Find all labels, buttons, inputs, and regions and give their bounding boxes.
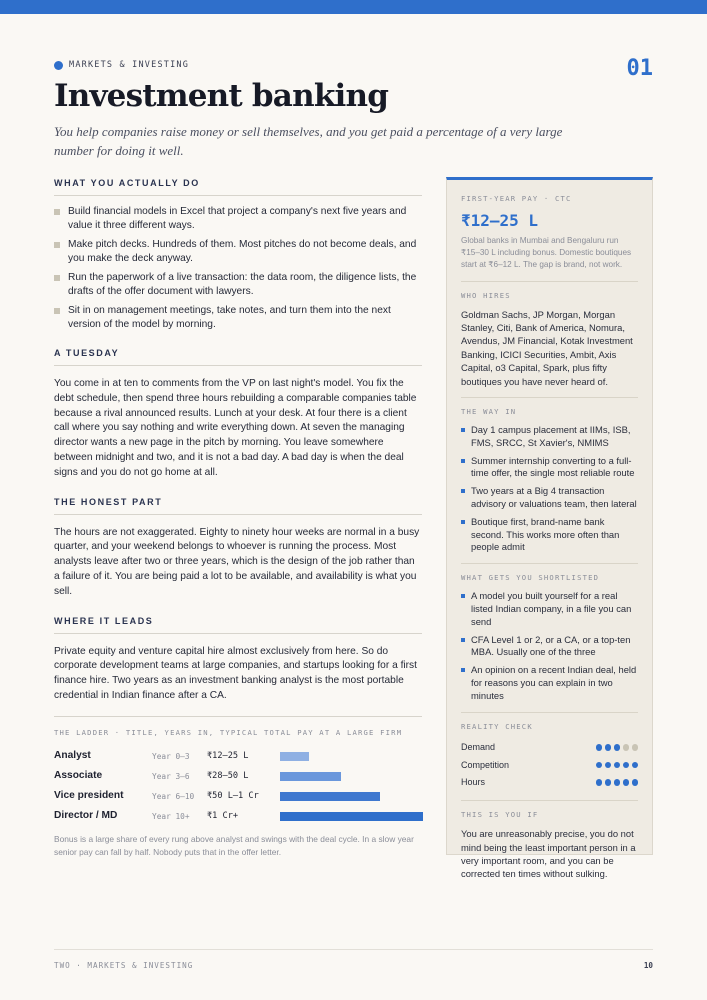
who-hires-heading: WHO HIRES: [461, 290, 511, 300]
reality-row: [461, 756, 638, 774]
ladder-pay: ₹1 Cr+: [207, 811, 239, 821]
filled-dot-icon: [614, 744, 621, 751]
ladder-row: [54, 787, 422, 807]
tuesday-text: You come in at ten to comments from the VP on last night's model. You fix the debt schedule, then spend three hours rebuilding a comparable companies table because a rival announced results. Lunch at your desk. At four there is a client call where you say nothing and write everything down. At seven the managing director wants a new page in the pitch by morning. You leave somewhere between midnight and two, and it is not a bad day. A bad day is when the deal signs and you do not go home at all.: [54, 378, 417, 478]
filled-dot-icon: [596, 744, 603, 751]
ladder-role: Analyst: [54, 750, 91, 761]
filled-dot-icon: [614, 762, 621, 769]
ladder-role: Director / MD: [54, 810, 118, 821]
list-item: An opinion on a recent Indian deal, held for reasons you can explain in two minutes: [461, 664, 638, 702]
eyebrow-dot-icon: [54, 61, 63, 70]
footer-divider: [54, 949, 653, 950]
reality-row: [461, 774, 638, 792]
filled-dot-icon: [632, 779, 639, 786]
ladder-row: [54, 747, 422, 767]
shortlisted-section: [461, 563, 638, 702]
main-column: [54, 178, 422, 704]
filled-dot-icon: [605, 744, 612, 751]
ladder-years: Year 6–10: [152, 792, 195, 801]
way-in-heading: THE WAY IN: [461, 407, 517, 417]
list-item: Boutique first, brand-name bank second. This works more often than people admit: [461, 516, 638, 554]
career-ladder: [54, 716, 422, 858]
filled-dot-icon: [623, 779, 630, 786]
ladder-pay: ₹28–50 L: [207, 771, 249, 781]
ladder-row: [54, 767, 422, 787]
sidebar-card: [446, 177, 653, 880]
list-item: Make pitch decks. Hundreds of them. Most pitches do not become deals, and you make the deck anyway.: [54, 238, 422, 266]
ladder-pay-bar: [280, 812, 423, 821]
ladder-role: Associate: [54, 770, 103, 781]
section-eyebrow: [54, 60, 189, 70]
list-item: Run the paperwork of a live transaction: the data room, the diligence lists, the drafts of the offer document with lawyers.: [54, 271, 422, 299]
ladder-rows: [54, 747, 422, 827]
filled-dot-icon: [605, 762, 612, 769]
list-item: Build financial models in Excel that project a company's next five years and value it three different ways.: [54, 205, 422, 233]
reality-row: [461, 739, 638, 757]
ladder-note: Bonus is a large share of every rung above analyst and swings with the deal cycle. In a slow year senior pay can fall by half. Nobody puts that in the offer letter.: [54, 834, 414, 857]
pay-heading: FIRST-YEAR PAY · CTC: [461, 194, 572, 203]
ladder-role: Vice president: [54, 790, 124, 801]
shortlisted-list: [461, 590, 638, 702]
reality-label: Demand: [461, 742, 496, 753]
way-in-section: [461, 397, 638, 554]
what-you-do-list: [54, 205, 422, 332]
list-item: Summer internship converting to a full-time offer, the single most reliable route: [461, 455, 638, 481]
ladder-years: Year 0–3: [152, 752, 190, 761]
reality-dots: [596, 744, 639, 751]
reality-check-heading: REALITY CHECK: [461, 721, 533, 731]
eyebrow-label: MARKETS & INVESTING: [69, 60, 190, 70]
list-item: Sit in on management meetings, take notes, and turn them into the next version of the model by morning.: [54, 304, 422, 332]
shortlisted-heading: WHAT GETS YOU SHORTLISTED: [461, 573, 600, 583]
footer-section-label: TWO · MARKETS & INVESTING: [54, 961, 194, 970]
is-you-section: [461, 800, 638, 881]
ladder-pay-bar: [280, 772, 341, 781]
honest-text: The hours are not exaggerated. Eighty to ninety hour weeks are normal in a busy quarter, and your weekend belongs to whoever is running the process. Most analysts leave after two or three years, which is the design of the job rather than a failure of it. You are being paid a lot to be available, and availability is what you sell.: [54, 526, 420, 597]
top-accent-bar: [0, 0, 707, 14]
pay-note: Global banks in Mumbai and Bengaluru run ₹15–30 L including bonus. Domestic boutiques start at ₹6–12 L. The gap is brand, not work.: [461, 236, 632, 270]
is-you-heading: THIS IS YOU IF: [461, 810, 539, 820]
reality-label: Competition: [461, 759, 510, 770]
ladder-pay-bar: [280, 752, 309, 761]
who-hires-section: [461, 281, 638, 388]
pay-value: ₹12–25 L: [461, 211, 539, 230]
who-hires-text: Goldman Sachs, JP Morgan, Morgan Stanley, Citi, Bank of America, Nomura, Avendus, JM Financial, Kotak Investment Banking, ICICI Securities, Ambit, Axis Capital, o3 Capital, Spark, plus fifty boutiques you have never heard of.: [461, 308, 633, 387]
filled-dot-icon: [596, 779, 603, 786]
empty-dot-icon: [623, 744, 630, 751]
ladder-row: [54, 807, 422, 827]
tuesday-heading: A TUESDAY: [54, 348, 422, 366]
filled-dot-icon: [632, 762, 639, 769]
filled-dot-icon: [596, 762, 603, 769]
ladder-pay-bar: [280, 792, 380, 801]
filled-dot-icon: [614, 779, 621, 786]
ladder-heading: THE LADDER · TITLE, YEARS IN, TYPICAL TOTAL PAY AT A LARGE FIRM: [54, 728, 403, 737]
list-item: A model you built yourself for a real listed Indian company, in a file you can send: [461, 590, 638, 628]
list-item: CFA Level 1 or 2, or a CA, or a top-ten MBA. Usually one of the three: [461, 634, 638, 660]
filled-dot-icon: [623, 762, 630, 769]
list-item: Day 1 campus placement at IIMs, ISB, FMS, SRCC, St Xavier's, NMIMS: [461, 424, 638, 450]
honest-heading: THE HONEST PART: [54, 497, 422, 515]
way-in-list: [461, 424, 638, 554]
ladder-years: Year 3–6: [152, 772, 190, 781]
leads-heading: WHERE IT LEADS: [54, 616, 422, 634]
ladder-pay: ₹50 L–1 Cr: [207, 791, 259, 801]
ladder-years: Year 10+: [152, 812, 190, 821]
filled-dot-icon: [605, 779, 612, 786]
page-number: 10: [643, 961, 653, 970]
reality-check-section: [461, 712, 638, 792]
reality-dots: [596, 779, 639, 786]
page-title: Investment banking: [54, 78, 389, 114]
reality-label: Hours: [461, 777, 486, 788]
empty-dot-icon: [632, 744, 639, 751]
reality-dots: [596, 762, 639, 769]
chapter-number: 01: [626, 56, 653, 81]
what-you-do-heading: WHAT YOU ACTUALLY DO: [54, 178, 422, 196]
leads-text: Private equity and venture capital hire almost exclusively from here. So do corporate development teams at large companies, and startups looking for a first finance hire. Two years as an investment banking analyst is the most portable credential in Indian finance after a CA.: [54, 645, 417, 701]
page-subtitle: You help companies raise money or sell themselves, and you get paid a percentage of a very large number for doing it well.: [54, 124, 563, 158]
ladder-pay: ₹12–25 L: [207, 751, 249, 761]
list-item: Two years at a Big 4 transaction advisory or valuations team, then lateral: [461, 485, 638, 511]
is-you-text: You are unreasonably precise, you do not mind being the least important person in a very important room, and you can be corrected ten times without sulking.: [461, 828, 636, 880]
